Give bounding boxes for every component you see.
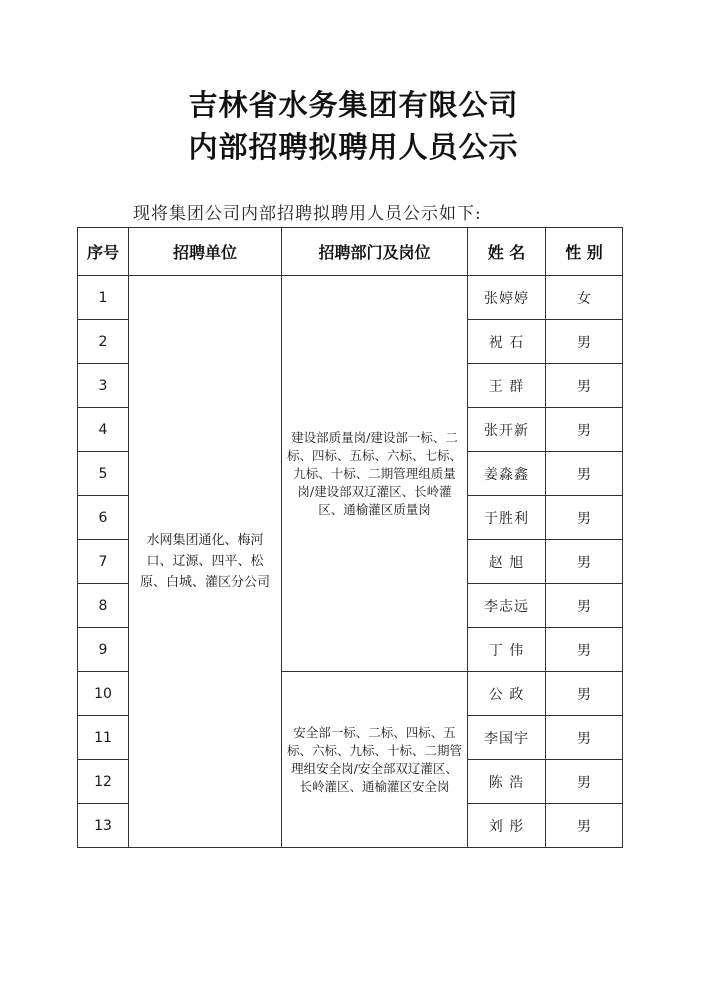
name-cell: 刘 彤 [468,804,546,848]
gender-cell: 男 [546,364,623,408]
document-title-line2: 内部招聘拟聘用人员公示 [188,130,519,164]
gender-cell: 男 [546,496,623,540]
name-cell: 李国宇 [468,716,546,760]
gender-cell: 男 [546,408,623,452]
seq-cell: 3 [78,364,129,408]
table-row [78,276,623,320]
name-cell: 祝 石 [468,320,546,364]
header-name: 姓 名 [468,228,546,276]
seq-cell: 13 [78,804,129,848]
seq-cell: 7 [78,540,129,584]
header-gender: 性 别 [546,228,623,276]
name-cell: 赵 旭 [468,540,546,584]
gender-cell: 男 [546,452,623,496]
name-cell: 姜淼鑫 [468,452,546,496]
gender-cell: 男 [546,584,623,628]
seq-cell: 10 [78,672,129,716]
name-cell: 王 群 [468,364,546,408]
gender-cell: 男 [546,716,623,760]
seq-cell: 4 [78,408,129,452]
seq-cell: 1 [78,276,129,320]
name-cell: 于胜利 [468,496,546,540]
table-header-row [78,228,623,276]
personnel-table [77,227,623,848]
name-cell: 丁 伟 [468,628,546,672]
header-seq: 序号 [78,228,129,276]
header-unit: 招聘单位 [129,228,282,276]
gender-cell: 男 [546,760,623,804]
seq-cell: 8 [78,584,129,628]
gender-cell: 男 [546,672,623,716]
gender-cell: 女 [546,276,623,320]
document-title-line1: 吉林省水务集团有限公司 [188,88,519,122]
seq-cell: 6 [78,496,129,540]
seq-cell: 5 [78,452,129,496]
name-cell: 陈 浩 [468,760,546,804]
name-cell: 李志远 [468,584,546,628]
name-cell: 张开新 [468,408,546,452]
name-cell: 公 政 [468,672,546,716]
gender-cell: 男 [546,320,623,364]
gender-cell: 男 [546,540,623,584]
gender-cell: 男 [546,628,623,672]
seq-cell: 2 [78,320,129,364]
seq-cell: 9 [78,628,129,672]
seq-cell: 12 [78,760,129,804]
header-post: 招聘部门及岗位 [282,228,468,276]
post-cell-quality: 建设部质量岗/建设部一标、二标、四标、五标、六标、七标、九标、十标、二期管理组质量岗/建设部双辽灌区、长岭灌区、通榆灌区质量岗 [282,276,468,672]
intro-text: 现将集团公司内部招聘拟聘用人员公示如下: [133,204,482,224]
seq-cell: 11 [78,716,129,760]
post-cell-safety: 安全部一标、二标、四标、五标、六标、九标、十标、二期管理组安全岗/安全部双辽灌区、长岭灌区、通榆灌区安全岗 [282,672,468,848]
unit-cell: 水网集团通化、梅河口、辽源、四平、松原、白城、灌区分公司 [129,276,282,848]
gender-cell: 男 [546,804,623,848]
name-cell: 张婷婷 [468,276,546,320]
